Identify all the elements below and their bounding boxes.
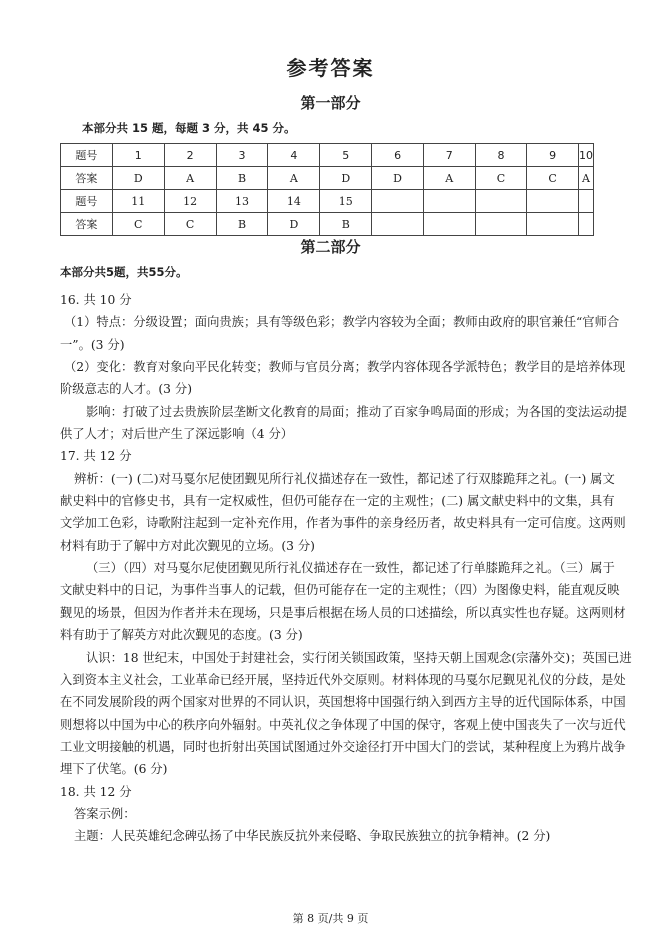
table-row <box>61 167 594 190</box>
table-cell <box>423 190 475 213</box>
text-line: 一”。(3 分) <box>60 337 125 352</box>
table-cell: 5 <box>320 144 372 167</box>
text-line: 16. 共 10 分 <box>60 293 132 307</box>
table-cell: D <box>320 167 372 190</box>
text-line: 辨析：(一) (二)对马戛尔尼使团觐见所行礼仪描述存在一致性，都记述了行双膝跪拜之礼。(一) 属文 <box>74 471 615 486</box>
text-line: 文献史料中的日记，为事件当事人的记载，但仍可能存在一定的主观性；（四）为图像史料，能直观反映 <box>60 583 620 598</box>
text-line: 18. 共 12 分 <box>60 784 132 799</box>
table-cell: 12 <box>164 190 216 213</box>
part2-intro: 本部分共5题，共55分。 <box>60 265 188 279</box>
text-line: 入到资本主义社会，工业革命已经开展，坚持近代外交原则。材料体现的马戛尔尼觐见礼仪的分歧，是处 <box>60 672 626 687</box>
table-cell: 7 <box>423 144 475 167</box>
table-cell: 14 <box>268 190 320 213</box>
table-cell: 13 <box>216 190 268 213</box>
table-cell <box>475 213 527 236</box>
table-cell: 10 <box>578 144 593 167</box>
table-cell <box>578 190 593 213</box>
text-line: （2）变化：教育对象向平民化转变；教师与官员分离；教学内容体现各学派特色；教学目的是培养体现 <box>64 360 626 375</box>
text-line: 觐见的场景，但因为作者并未在现场，只是事后根据在场人员的口述描绘，所以真实性也存疑。这两则材 <box>60 605 626 620</box>
text-line: 在不同发展阶段的两个国家对世界的不同认识，英国想将中国强行纳入到西方主导的近代国际体系，中国 <box>60 695 626 710</box>
text-line: 料有助于了解英方对此次觐见的态度。(3 分) <box>60 628 303 643</box>
table-cell: A <box>164 167 216 190</box>
table-cell: D <box>372 167 424 190</box>
table-row <box>61 213 594 236</box>
text-line: 17. 共 12 分 <box>60 449 132 464</box>
text-line: 影响：打破了过去贵族阶层垄断文化教育的局面；推动了百家争鸣局面的形成；为各国的变法运动提 <box>86 404 628 419</box>
table-cell <box>372 190 424 213</box>
table-row <box>61 144 594 167</box>
table-cell: A <box>423 167 475 190</box>
table-cell: 9 <box>527 144 579 167</box>
table-cell: C <box>164 213 216 236</box>
table-cell: 1 <box>112 144 164 167</box>
row-header: 题号 <box>61 144 113 167</box>
row-header: 答案 <box>61 213 113 236</box>
text-line: 主题：人民英雄纪念碑弘扬了中华民族反抗外来侵略、争取民族独立的抗争精神。(2 分) <box>74 829 551 844</box>
text-line: 阶级意志的人才。(3 分) <box>60 382 192 397</box>
text-line: 埋下了伏笔。(6 分) <box>60 762 168 777</box>
text-line: 材料有助于了解中方对此次觐见的立场。(3 分) <box>60 538 315 553</box>
text-line: 供了人才；对后世产生了深远影响（4 分） <box>60 427 294 442</box>
table-cell <box>578 213 593 236</box>
text-line: （三）（四）对马戛尔尼使团觐见所行礼仪描述存在一致性，都记述了行单膝跪拜之礼。（三）属于 <box>86 561 615 576</box>
table-cell <box>527 190 579 213</box>
table-cell <box>423 213 475 236</box>
table-cell: B <box>216 213 268 236</box>
table-cell: D <box>268 213 320 236</box>
text-line: 文学加工色彩，诗歌附注起到一定补充作用，作者为事件的亲身经历者，故史料具有一定可信度。这两则 <box>60 516 626 531</box>
text-line: 答案示例： <box>74 806 136 821</box>
part1-heading: 第一部分 <box>300 94 361 112</box>
table-cell: 4 <box>268 144 320 167</box>
table-cell: C <box>112 213 164 236</box>
text-line: （1）特点：分级设置；面向贵族；具有等级色彩；教学内容较为全面；教师由政府的职官兼任“官师合 <box>64 315 620 330</box>
table-cell: 11 <box>112 190 164 213</box>
table-cell: D <box>112 167 164 190</box>
table-cell: B <box>320 213 372 236</box>
answer-table <box>60 143 594 236</box>
table-cell: A <box>268 167 320 190</box>
page-footer: 第 8 页/共 9 页 <box>292 912 369 925</box>
row-header: 答案 <box>61 167 113 190</box>
page-title: 参考答案 <box>286 56 375 80</box>
row-header: 题号 <box>61 190 113 213</box>
table-cell: 6 <box>372 144 424 167</box>
table-cell: 2 <box>164 144 216 167</box>
text-line: 工业文明接触的机遇，同时也折射出英国试图通过外交途径打开中国大门的尝试，某种程度上为鸦片战争 <box>60 739 626 754</box>
text-line: 献史料中的官修史书，具有一定权威性，但仍可能存在一定的主观性；(二) 属文献史料中的文集，具有 <box>60 494 615 509</box>
table-row <box>61 190 594 213</box>
text-line: 则想将以中国为中心的秩序向外辐射。中英礼仪之争体现了中国的保守，客观上使中国丧失了一次与近代 <box>60 717 626 732</box>
table-cell: 8 <box>475 144 527 167</box>
text-line: 认识：18 世纪末，中国处于封建社会，实行闭关锁国政策，坚持天朝上国观念(宗藩外交)；英国已进 <box>86 650 632 665</box>
table-cell <box>527 213 579 236</box>
table-cell: B <box>216 167 268 190</box>
answer-body <box>60 289 632 848</box>
table-cell: 15 <box>320 190 372 213</box>
table-cell: C <box>475 167 527 190</box>
part2-heading: 第二部分 <box>300 238 361 256</box>
table-cell <box>475 190 527 213</box>
part1-intro: 本部分共 15 题，每题 3 分，共 45 分。 <box>82 121 296 135</box>
table-cell: 3 <box>216 144 268 167</box>
table-cell <box>372 213 424 236</box>
table-cell: C <box>527 167 579 190</box>
table-cell: A <box>578 167 593 190</box>
